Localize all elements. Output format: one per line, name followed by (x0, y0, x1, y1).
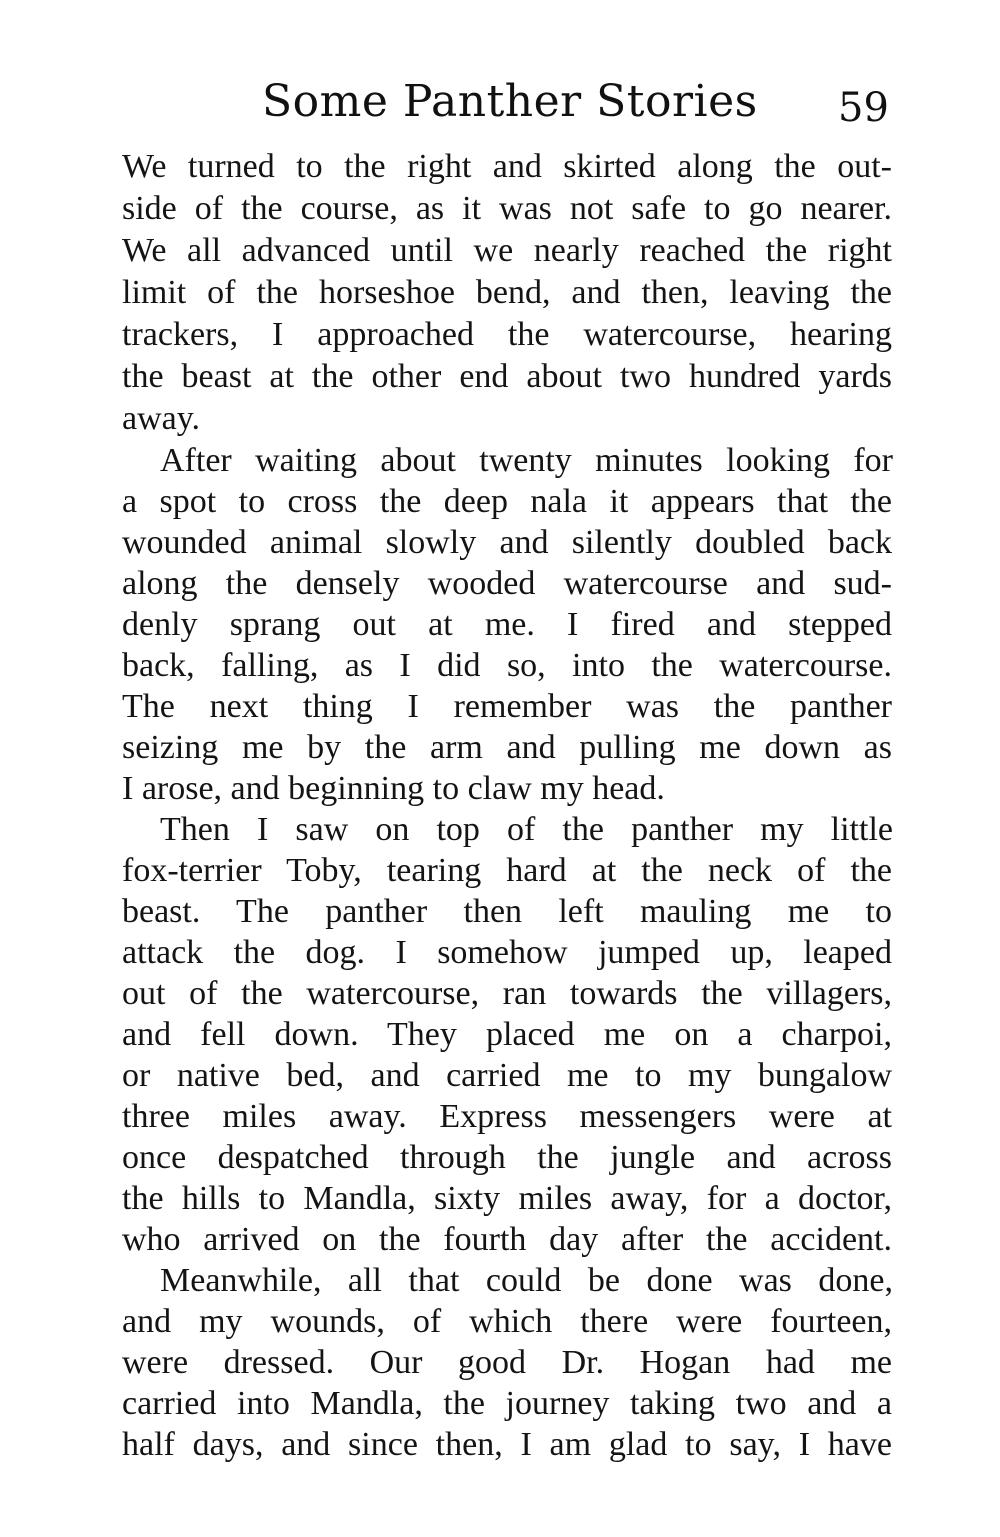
page-number: 59 (838, 85, 889, 131)
text-line: We turned to the right and skirted along the out- (122, 148, 892, 185)
paragraph-start-line: Meanwhile, all that could be done was done, (160, 1262, 893, 1299)
text-line: wounded animal slowly and silently doubled back (122, 524, 892, 561)
text-line: seizing me by the arm and pulling me down as (122, 729, 892, 766)
chapter-title: Some Panther Stories (262, 76, 758, 127)
running-head (0, 72, 1000, 142)
text-line: beast. The panther then left mauling me to (122, 893, 892, 930)
text-line: carried into Mandla, the journey taking two and a (122, 1385, 892, 1422)
text-line: side of the course, as it was not safe to go nearer. (122, 190, 892, 227)
paragraph-start-line: After waiting about twenty minutes looking for (160, 442, 893, 479)
text-line: who arrived on the fourth day after the accident. (122, 1221, 892, 1258)
text-line: the hills to Mandla, sixty miles away, for a doctor, (122, 1180, 892, 1217)
text-line: the beast at the other end about two hundred yards (122, 358, 892, 395)
text-line: back, falling, as I did so, into the watercourse. (122, 647, 892, 684)
text-line: three miles away. Express messengers were at (122, 1098, 892, 1135)
text-line: The next thing I remember was the panther (122, 688, 892, 725)
text-line: and my wounds, of which there were fourteen, (122, 1303, 892, 1340)
text-line: limit of the horseshoe bend, and then, leaving the (122, 274, 892, 311)
text-line: attack the dog. I somehow jumped up, leaped (122, 934, 892, 971)
text-line: along the densely wooded watercourse and sud- (122, 565, 892, 602)
paragraph-start-line: Then I saw on top of the panther my little (160, 811, 893, 848)
text-line: and fell down. They placed me on a charpoi, (122, 1016, 892, 1053)
text-line: away. (122, 400, 201, 437)
text-line: trackers, I approached the watercourse, hearing (122, 316, 892, 353)
text-line: half days, and since then, I am glad to say, I have (122, 1426, 892, 1463)
text-line: out of the watercourse, ran towards the villagers, (122, 975, 892, 1012)
text-line: denly sprang out at me. I fired and stepped (122, 606, 892, 643)
text-line: fox-terrier Toby, tearing hard at the neck of the (122, 852, 892, 889)
text-line: were dressed. Our good Dr. Hogan had me (122, 1344, 892, 1381)
text-line: a spot to cross the deep nala it appears that the (122, 483, 892, 520)
text-line: once despatched through the jungle and across (122, 1139, 892, 1176)
text-line: I arose, and beginning to claw my head. (122, 770, 665, 807)
text-line: or native bed, and carried me to my bungalow (122, 1057, 892, 1094)
text-line: We all advanced until we nearly reached the right (122, 232, 892, 269)
